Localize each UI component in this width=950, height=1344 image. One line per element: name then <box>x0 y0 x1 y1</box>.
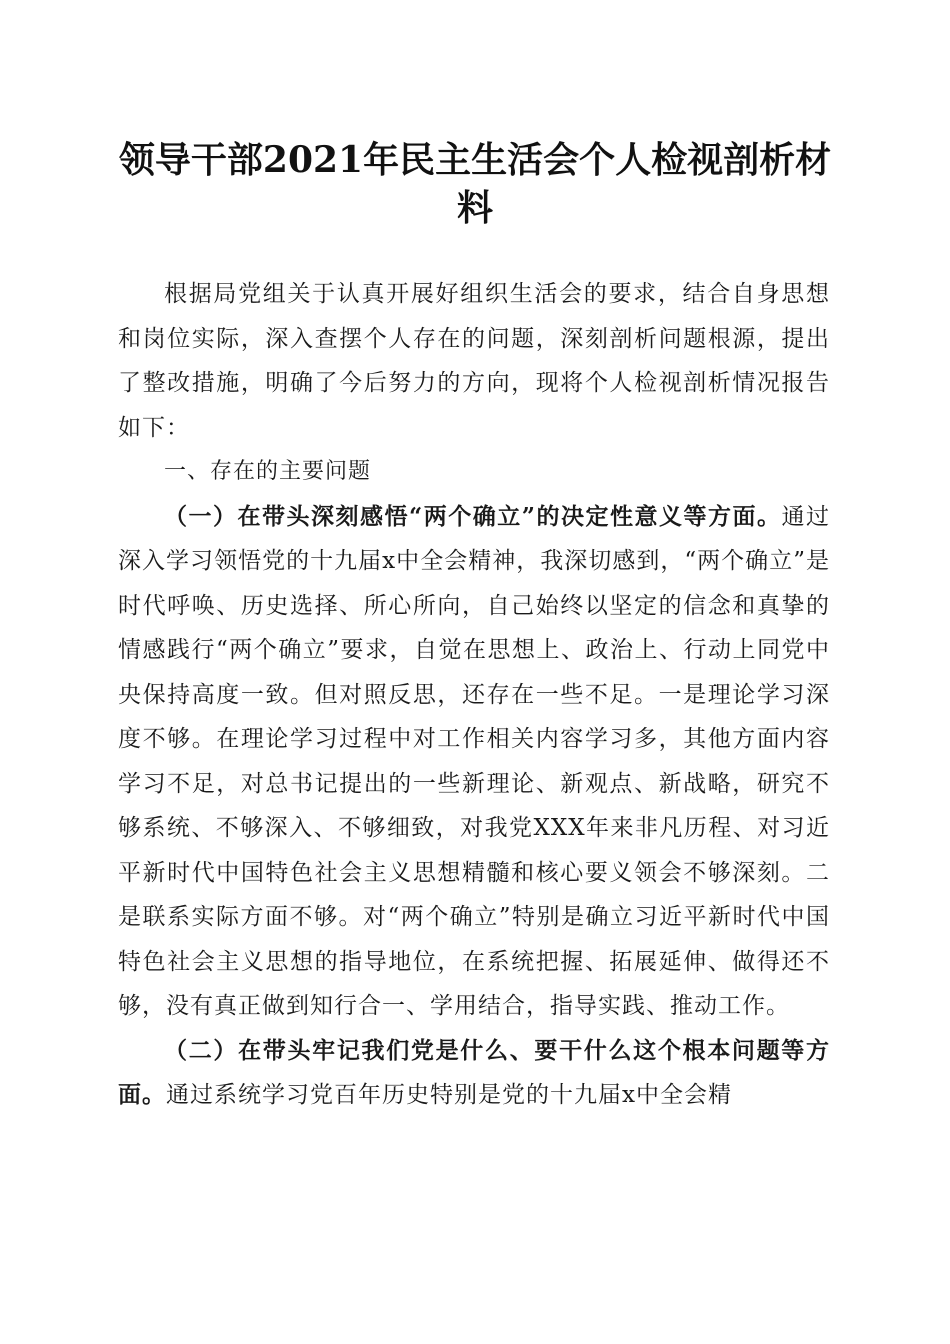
subsection-2-body: 通过系统学习党百年历史特别是党的十九届x中全会精 <box>166 1082 732 1108</box>
subsection-2 <box>118 1029 830 1118</box>
document-title: 领导干部2021年民主生活会个人检视剖析材料 <box>118 139 832 229</box>
subsection-1 <box>118 495 830 1029</box>
document-body <box>118 272 830 1118</box>
intro-paragraph: 根据局党组关于认真开展好组织生活会的要求，结合自身思想和岗位实际，深入查摆个人存在的问题，深刻剖析问题根源，提出了整改措施，明确了今后努力的方向，现将个人检视剖析情况报告如下： <box>118 281 830 441</box>
section-heading: 一、存在的主要问题 <box>164 459 372 484</box>
subsection-1-heading: （一）在带头深刻感悟“两个确立”的决定性意义等方面。 <box>164 502 782 530</box>
subsection-2-heading: （二）在带头牢记我们党是什么、要干什么这个根本问题等方面。 <box>118 1036 830 1108</box>
subsection-1-body: 通过深入学习领悟党的十九届x中全会精神，我深切感到，“两个确立”是时代呼唤、历史选择、所心所向，自己始终以坚定的信念和真挚的情感践行“两个确立”要求，自觉在思想上、政治上、行动上同党中央保持高度一致。但对照反思，还存在一些不足。一是理论学习深度不够。在理论学习过程中对工作相关内容学习多，其他方面内容学习不足，对总书记提出的一些新理论、新观点、新战略，研究不够系统、不够深入、不够细致，对我党XXX年来非凡历程、对习近平新时代中国特色社会主义思想精髓和核心要义领会不够深刻。二是联系实际方面不够。对“两个确立”特别是确立习近平新时代中国特色社会主义思想的指导地位，在系统把握、拓展延伸、做得还不够，没有真正做到知行合一、学用结合，指导实践、推动工作。 <box>118 503 831 1019</box>
